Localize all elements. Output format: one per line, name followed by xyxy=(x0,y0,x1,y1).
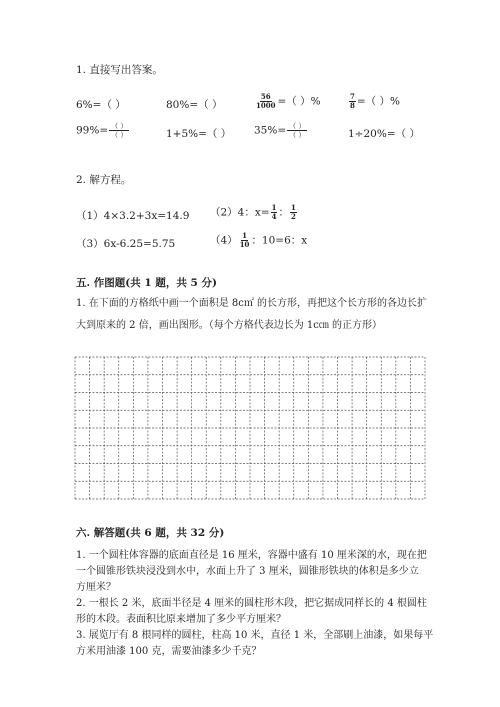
q1-title: 1. 直接写出答案。 xyxy=(76,64,163,76)
fraction: （ ） （ ） xyxy=(289,122,306,139)
q2-equation-3: （3）6x-6.25=5.75 xyxy=(76,238,176,250)
section-6-title: 六. 解答题(共 6 题，共 32 分) xyxy=(76,527,225,539)
section-6-line-3: 方厘米？ xyxy=(76,582,116,593)
fraction: $\frac{1}{2}$ xyxy=(290,203,296,221)
q2-equation-1: （1）4×3.2+3x=14.9 xyxy=(76,210,190,222)
q1-item-5: 99%= （ ） （ ） xyxy=(76,122,128,139)
fraction: （ ） （ ） xyxy=(111,122,128,139)
drawing-grid[interactable] xyxy=(74,356,426,500)
q1-item-7: 35%= （ ） （ ） xyxy=(254,122,306,139)
section-6-line-2: 一个圆锥形铁块浸没到水中，水面上升了 3 厘米，圆锥形铁块的体积是多少立 xyxy=(76,566,419,577)
q2-equation-4: （4） $\frac{1}{10}$ ：10=6：x xyxy=(210,231,308,249)
q1-item-4: $\frac{7}{8}$ =（ ）% xyxy=(350,92,400,110)
fraction: $\frac{1}{10}$ xyxy=(239,231,250,249)
q1-item-2: 80%=（ ） xyxy=(166,99,223,111)
fraction: $\frac{7}{8}$ xyxy=(350,92,355,110)
q2-title: 2. 解方程。 xyxy=(76,174,132,186)
section-6-line-7: 方米用油漆 100 克，需要油漆多少千克？ xyxy=(76,646,262,657)
fraction: $\frac{56}{1000}$ xyxy=(256,92,276,110)
section-5-line-1: 1. 在下面的方格纸中画一个面积是 8c㎡ 的长方形，再把这个长方形的各边长扩 xyxy=(76,298,428,309)
section-5-title: 五. 作图题(共 1 题，共 5 分) xyxy=(76,277,217,289)
section-6-line-1: 1. 一个圆柱体容器的底面直径是 16 厘米，容器中盛有 10 厘米深的水，现在把 xyxy=(76,550,427,561)
fraction: $\frac{1}{4}$ xyxy=(271,203,277,221)
q1-item-3: $\frac{56}{1000}$ =（ ）% xyxy=(256,92,321,110)
section-5-line-2: 大到原来的 2 倍，画出图形。（每个方格代表边长为 1c㎝ 的正方形） xyxy=(76,320,383,331)
section-6-line-4: 2. 一根长 2 米，底面半径是 4 厘米的圆柱形木段，把它据成同样长的 4 根圆柱 xyxy=(76,598,427,609)
q1-item-1: 6%=（ ） xyxy=(76,99,126,111)
section-6-line-6: 3. 展览厅有 8 根同样的圆柱，柱高 10 米，直径 1 米，全部刷上油漆，如果每平 xyxy=(76,630,434,641)
q2-equation-2: （2）4：x= $\frac{1}{4}$ ： $\frac{1}{2}$ xyxy=(210,203,296,221)
q1-item-8: 1÷20%=（ ） xyxy=(348,128,420,140)
q1-item-6: 1+5%=（ ） xyxy=(166,128,232,140)
section-6-line-5: 形的木段。表面积比原来增加了多少平方厘米？ xyxy=(76,614,286,625)
